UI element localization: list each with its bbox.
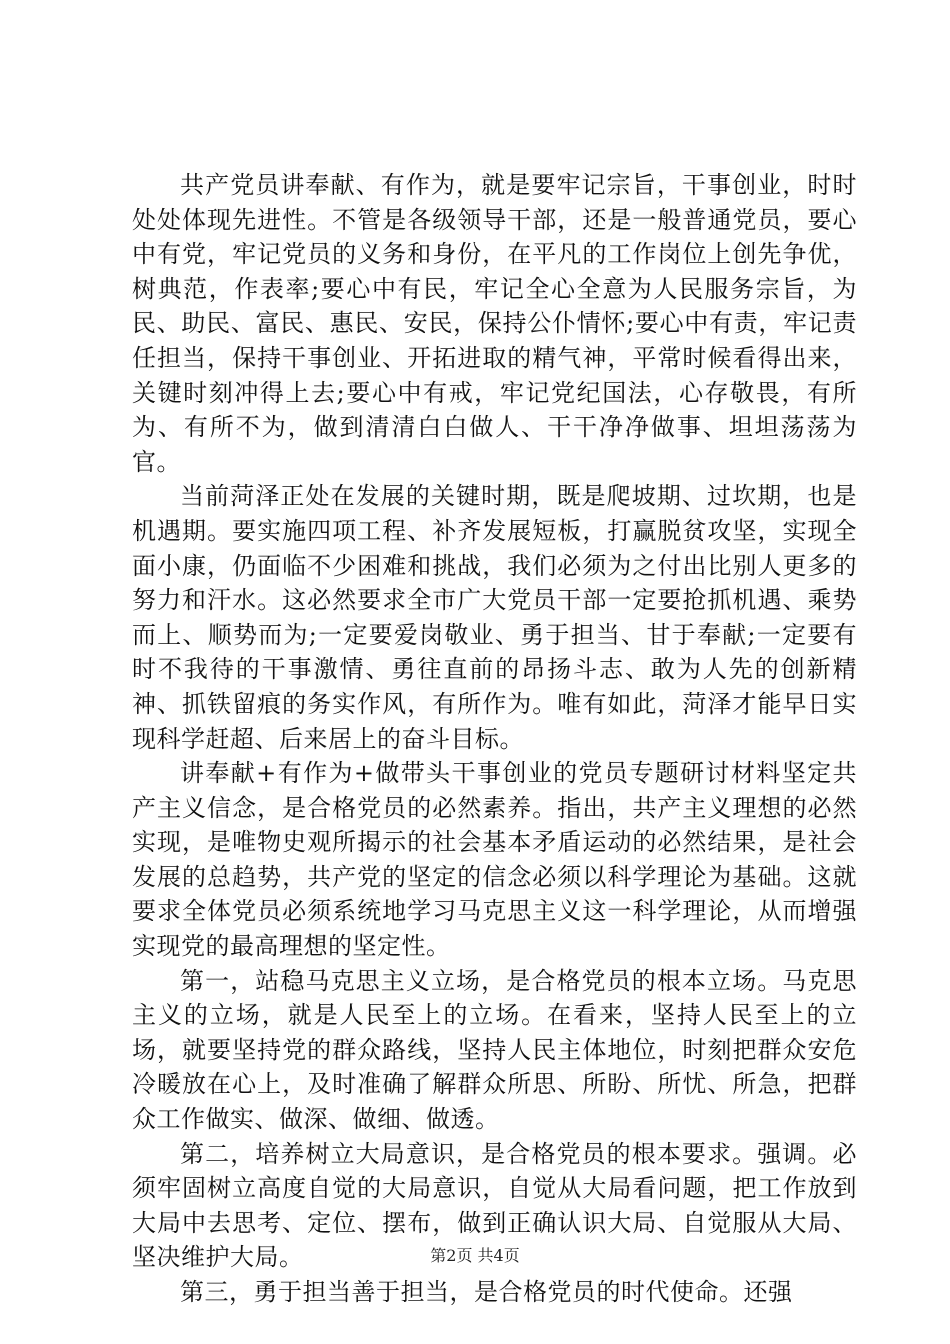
paragraph-3: 讲奉献+有作为+做带头干事创业的党员专题研讨材料坚定共产主义信念，是合格党员的必然素养。指出，共产主义理想的必然实现，是唯物史观所揭示的社会基本矛盾运动的必然结果，是社会发展的总趋势，共产党的坚定的信念必须以科学理论为基础。这就要求全体党员必须系统地学习马克思主义这一科学理论，从而增强实现党的最高理想的坚定性。 bbox=[132, 759, 857, 961]
paragraph-2: 当前菏泽正处在发展的关键时期，既是爬坡期、过坎期，也是机遇期。要实施四项工程、补齐发展短板，打赢脱贫攻坚，实现全面小康，仍面临不少困难和挑战，我们必须为之付出比别人更多的努力和汗水。这必然要求全市广大党员干部一定要抢抓机遇、乘势而上、顺势而为;一定要爱岗敬业、勇于担当、甘于奉献;一定要有时不我待的干事激情、勇往直前的昂扬斗志、敢为人先的创新精神、抓铁留痕的务实作风，有所作为。唯有如此，菏泽才能早日实现科学赶超、后来居上的奋斗目标。 bbox=[132, 482, 857, 753]
page-footer: 第2页 共4页 bbox=[430, 1246, 520, 1265]
document-body bbox=[132, 168, 857, 1310]
paragraph-1: 共产党员讲奉献、有作为，就是要牢记宗旨，干事创业，时时处处体现先进性。不管是各级领导干部，还是一般普通党员，要心中有党，牢记党员的义务和身份，在平凡的工作岗位上创先争优，树典范，作表率;要心中有民，牢记全心全意为人民服务宗旨，为民、助民、富民、惠民、安民，保持公仆情怀;要心中有责，牢记责任担当，保持干事创业、开拓进取的精气神，平常时候看得出来，关键时刻冲得上去;要心中有戒，牢记党纪国法，心存敬畏，有所为、有所不为，做到清清白白做人、干干净净做事、坦坦荡荡为官。 bbox=[132, 171, 857, 476]
paragraph-4: 第一，站稳马克思主义立场，是合格党员的根本立场。马克思主义的立场，就是人民至上的立场。在看来，坚持人民至上的立场，就要坚持党的群众路线，坚持人民主体地位，时刻把群众安危冷暖放在心上，及时准确了解群众所思、所盼、所忧、所急，把群众工作做实、做深、做细、做透。 bbox=[132, 966, 857, 1134]
paragraph-6: 第三，勇于担当善于担当，是合格党员的时代使命。还强 bbox=[180, 1278, 793, 1306]
paragraph-5: 第二，培养树立大局意识，是合格党员的根本要求。强调。必须牢固树立高度自觉的大局意识，自觉从大局看问题，把工作放到大局中去思考、定位、摆布，做到正确认识大局、自觉服从大局、坚决维护大局。 bbox=[132, 1139, 857, 1272]
